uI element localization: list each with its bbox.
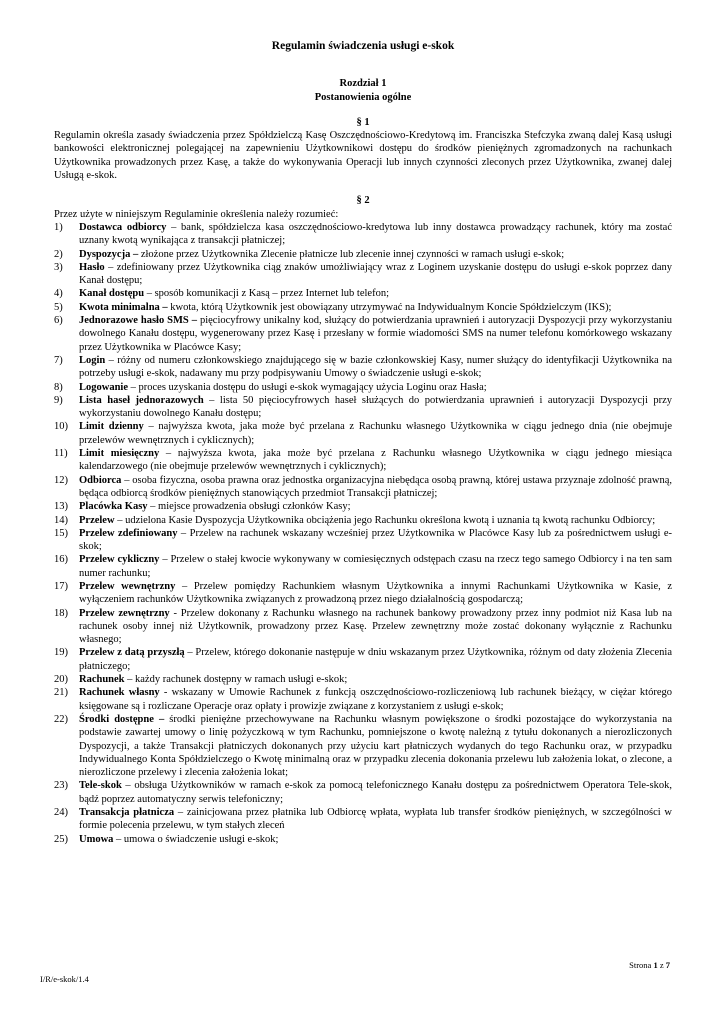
definition-text xyxy=(79,314,672,354)
definition-body: - Przelew dokonany z Rachunku własnego na rachunek bankowy prowadzony przez inny podmiot niż Kasa lub na rachunek osoby innej niż Użytkownik, prowadzony przez Kasę. Przelew zewnętrzny może zostać dokonany wyłącznie z Rachunku własnego; xyxy=(79,607,672,646)
definition-item xyxy=(54,713,672,779)
definition-number: 24) xyxy=(54,807,68,819)
definition-body: – Przelew na rachunek wskazany wcześniej przez Użytkownika w Placówce Kasy lub za pośrednictwem usługi e-skok; xyxy=(79,527,672,553)
definition-text xyxy=(79,580,672,607)
definition-text xyxy=(79,394,672,421)
definition-text xyxy=(79,646,672,673)
definition-text xyxy=(79,806,672,833)
definition-number: 1) xyxy=(54,221,63,233)
definition-term: Lista haseł jednorazowych xyxy=(79,394,204,406)
definition-text xyxy=(79,686,672,713)
definition-item xyxy=(54,779,672,806)
definition-body: - wskazany w Umowie Rachunek z funkcją oszczędnościowo-rozliczeniową lub rachunek bieżący, w ciężar którego księgowane są i rozliczane Operacje oraz opłaty i prowizje związane z korzystaniem z usługi e-skok; xyxy=(79,687,672,712)
page-of-word: z xyxy=(659,960,664,970)
definition-text xyxy=(79,354,672,381)
definition-number: 13) xyxy=(54,501,68,513)
definition-number: 18) xyxy=(54,607,68,619)
definition-number: 14) xyxy=(54,514,68,526)
document-code: I/R/e-skok/1.4 xyxy=(40,974,89,984)
definition-term: Przelew zdefiniowany xyxy=(79,527,178,539)
definition-item xyxy=(54,500,672,513)
definition-number: 8) xyxy=(54,381,63,393)
definition-term: Placówka Kasy xyxy=(79,501,148,513)
definition-number: 5) xyxy=(54,301,63,313)
document-page xyxy=(54,40,672,846)
definition-text xyxy=(79,713,672,779)
definition-body: – miejsce prowadzenia obsługi członków Kasy; xyxy=(147,501,351,513)
definition-body: pięciocyfrowy unikalny kod, służący do potwierdzania uprawnień i autoryzacji Dyspozycji przy wykorzystaniu dowolnego Kanału dostępu, wygenerowany przez Kasę i przesłany w formie wiadomości SMS na numer telefonu komórkowego wskazany przez Użytkownika w Placówce Kasy; xyxy=(79,315,672,353)
definition-number: 9) xyxy=(54,394,63,406)
definition-term: Przelew zewnętrzny xyxy=(79,607,170,619)
definition-item xyxy=(54,806,672,833)
definition-number: 19) xyxy=(54,647,68,659)
section-1-text: Regulamin określa zasady świadczenia przez Spółdzielczą Kasę Oszczędnościowo-Kredytową im. Franciszka Stefczyka zwaną dalej Kasą usługi bankowości elektronicznej polegającej na zapewnieniu Użytkownikowi dostępu do środków pieniężnych zgromadzonych na rachunkach Użytkownika prowadzonych przez Kasę, a także do wykonywania Operacji lub innych czynności zleconych przez Użytkownika, zwanej dalej Usługą e-skok. xyxy=(54,130,672,182)
definition-item xyxy=(54,474,672,501)
definition-term: Kanał dostępu xyxy=(79,288,145,300)
definition-term: Rachunek własny xyxy=(79,687,160,699)
definition-item xyxy=(54,673,672,686)
definition-item xyxy=(54,514,672,527)
definition-number: 7) xyxy=(54,354,63,366)
definition-term: Umowa xyxy=(79,833,114,845)
definition-item xyxy=(54,394,672,421)
definition-text xyxy=(79,527,672,554)
definition-text xyxy=(79,420,672,447)
definition-term: Logowanie xyxy=(79,381,129,393)
definition-term: Tele-skok xyxy=(79,780,122,792)
definition-body: – lista 50 pięciocyfrowych haseł służących do potwierdzania uprawnień i autoryzacji Dyspozycji przy wykorzystaniu dowolnego Kanału dostępu; xyxy=(79,394,672,420)
definition-number: 12) xyxy=(54,474,68,486)
definition-body: – Przelew o stałej kwocie wykonywany w comiesięcznych odstępach czasu na rzecz tego samego Odbiorcy i na ten sam numer rachunku; xyxy=(79,554,672,579)
definition-number: 15) xyxy=(54,527,68,539)
definition-term: Środki dostępne – xyxy=(79,713,165,725)
definition-text xyxy=(79,287,672,300)
definition-item xyxy=(54,287,672,300)
definition-number: 4) xyxy=(54,288,63,300)
definition-term: Kwota minimalna – xyxy=(79,301,168,313)
definition-text xyxy=(79,261,672,288)
page-total: 7 xyxy=(665,960,670,970)
definition-item xyxy=(54,553,672,580)
definition-number: 25) xyxy=(54,833,68,845)
definition-text xyxy=(79,248,672,261)
definition-term: Login xyxy=(79,354,106,366)
definition-term: Limit dzienny xyxy=(79,421,144,433)
definition-body: – różny od numeru członkowskiego znajdującego się w bazie członkowskiej Kasy, numer służący do identyfikacji Użytkownika na potrzeby usługi e-skok, nadawany mu przy podpisywaniu Umowy o świadczenie usługi e-skok; xyxy=(79,354,672,380)
definition-body: – zdefiniowany przez Użytkownika ciąg znaków umożliwiający wraz z Loginem uzyskanie dostępu do usługi e-skok poprzez dany Kanał dostępu; xyxy=(79,261,672,287)
definition-text xyxy=(79,607,672,647)
definition-body: – osoba fizyczna, osoba prawna oraz jednostka organizacyjna niebędąca osobą prawną, której ustawa przyznaje zdolność prawną, będąca odbiorcą środków pieniężnych stanowiących przedmiot Transakcji płatniczej; xyxy=(79,474,672,499)
definition-text xyxy=(79,301,672,314)
definition-body: – proces uzyskania dostępu do usługi e-skok wymagający użycia Loginu oraz Hasła; xyxy=(128,381,487,393)
definition-term: Transakcja płatnicza xyxy=(79,807,175,819)
chapter-title: Postanowienia ogólne xyxy=(314,91,412,103)
definition-body: – najwyższa kwota, jaka może być przelana z Rachunku własnego Użytkownika w ciągu jednego dnia (nie obejmuje przelewów wewnętrznych i cyklicznych); xyxy=(79,421,673,446)
definition-body: – każdy rachunek dostępny w ramach usługi e-skok; xyxy=(124,674,348,686)
definition-text xyxy=(79,381,672,394)
definition-item xyxy=(54,447,672,474)
definitions-list xyxy=(54,221,672,846)
section-2-intro: Przez użyte w niniejszym Regulaminie określenia należy rozumieć: xyxy=(54,208,339,220)
definition-number: 10) xyxy=(54,421,68,433)
definition-body: – Przelew pomiędzy Rachunkiem własnym Użytkownika a innymi Rachunkami Użytkownika w Kasie, z wyłączeniem rachunków Użytkownika związanych z prowadzoną przez niego działalnością gospodarczą; xyxy=(79,580,672,606)
definition-term: Odbiorca xyxy=(79,474,122,486)
definition-item xyxy=(54,420,672,447)
definition-text xyxy=(79,447,672,474)
chapter-heading: Rozdział 1 xyxy=(339,78,387,90)
definition-number: 21) xyxy=(54,687,68,699)
definition-term: Rachunek xyxy=(79,674,125,686)
definition-item xyxy=(54,314,672,354)
definition-body: – sposób komunikacji z Kasą – przez Internet lub telefon; xyxy=(144,288,389,300)
definition-item xyxy=(54,607,672,647)
definition-body: – zainicjowana przez płatnika lub Odbiorcę wpłata, wypłata lub transfer środków pieniężnych, w szczególności w formie polecenia przelewu, w tym stałych zleceń xyxy=(79,807,673,832)
definition-number: 23) xyxy=(54,780,68,792)
definition-term: Dostawca odbiorcy xyxy=(79,221,167,233)
definition-body: złożone przez Użytkownika Zlecenie płatnicze lub zlecenie innej czynności w ramach usługi e-skok; xyxy=(138,248,565,260)
page-current: 1 xyxy=(653,960,658,970)
definition-item xyxy=(54,580,672,607)
definition-body: – umowa o świadczenie usługi e-skok; xyxy=(113,833,279,845)
definition-number: 20) xyxy=(54,674,68,686)
definition-item xyxy=(54,221,672,248)
definition-text xyxy=(79,553,672,580)
definition-text xyxy=(79,474,672,501)
definition-body: – najwyższa kwota, jaka może być przelana z Rachunku własnego Użytkownika w ciągu jednego miesiąca kalendarzowego (nie obejmuje przelewów wewnętrznych i cyklicznych); xyxy=(79,448,672,473)
definition-number: 11) xyxy=(54,448,68,460)
definition-item xyxy=(54,301,672,314)
definition-body: środki pieniężne przechowywane na Rachunku własnym powiększone o środki pozostające do wykorzystania na podstawie zawartej umowy o linię pożyczkową w tym Rachunku, pomniejszone o kwotę należną z tytułu dokonanych a nierozliczonych Dyspozycji, a także Transakcji płatniczych dokonanych przy użyciu kart płatniczych wydanych do tego Rachunku oraz, w przypadku Indywidualnego Konta Spółdzielczego o Kwotę minimalną oraz w przypadku zlecenia dokonania przelewu lub założenia lokat, o zlecone, a nierozliczone przelewy i zlecenia założenia lokat; xyxy=(79,713,672,779)
definition-number: 16) xyxy=(54,554,68,566)
definition-item xyxy=(54,381,672,394)
definition-term: Przelew xyxy=(79,514,115,526)
page-word: Strona xyxy=(629,960,652,970)
definition-text xyxy=(79,833,672,846)
section-1-heading: § 1 xyxy=(356,116,370,128)
definition-term: Dyspozycja – xyxy=(79,248,139,260)
definition-text xyxy=(79,514,672,527)
definition-number: 22) xyxy=(54,713,68,725)
document-title: Regulamin świadczenia usługi e-skok xyxy=(271,40,455,52)
definition-number: 6) xyxy=(54,315,63,327)
page-number xyxy=(629,960,670,970)
definition-item xyxy=(54,646,672,673)
definition-text xyxy=(79,500,672,513)
definition-term: Przelew z datą przyszłą xyxy=(79,647,185,659)
definition-body: – Przelew, którego dokonanie następuje w dniu wskazanym przez Użytkownika, różnym od daty złożenia Zlecenia płatniczego; xyxy=(79,647,672,672)
definition-text xyxy=(79,221,672,248)
definition-body: kwota, którą Użytkownik jest obowiązany utrzymywać na Indywidualnym Koncie Spółdzielczym (IKS); xyxy=(167,301,612,313)
definition-item xyxy=(54,261,672,288)
definition-term: Jednorazowe hasło SMS – xyxy=(79,315,197,327)
definition-term: Przelew cykliczny xyxy=(79,554,160,566)
definition-item xyxy=(54,354,672,381)
definition-number: 17) xyxy=(54,580,68,592)
definition-number: 3) xyxy=(54,261,63,273)
section-2-heading: § 2 xyxy=(356,195,370,207)
definition-item xyxy=(54,527,672,554)
definition-body: – bank, spółdzielcza kasa oszczędnościowo-kredytowa lub inny dostawca prowadzący rachunek, który ma zostać uznany kwotą wynikająca z transakcji płatniczej; xyxy=(79,221,672,247)
definition-term: Przelew wewnętrzny xyxy=(79,580,176,592)
definition-text xyxy=(79,779,672,806)
definition-number: 2) xyxy=(54,248,63,260)
definition-term: Limit miesięczny xyxy=(79,448,160,460)
definition-item xyxy=(54,686,672,713)
definition-body: – obsługa Użytkowników w ramach e-skok za pomocą telefonicznego Kanału dostępu za pośrednictwem Operatora Tele-skok, bądź poprzez automatyczny serwis telefoniczny; xyxy=(79,780,672,805)
definition-item xyxy=(54,248,672,261)
definition-item xyxy=(54,833,672,846)
definition-body: – udzielona Kasie Dyspozycja Użytkownika obciążenia jego Rachunku określona kwotą i uznania tą kwotą rachunku Odbiorcy; xyxy=(114,514,656,526)
definition-term: Hasło xyxy=(79,261,105,273)
definition-text xyxy=(79,673,672,686)
